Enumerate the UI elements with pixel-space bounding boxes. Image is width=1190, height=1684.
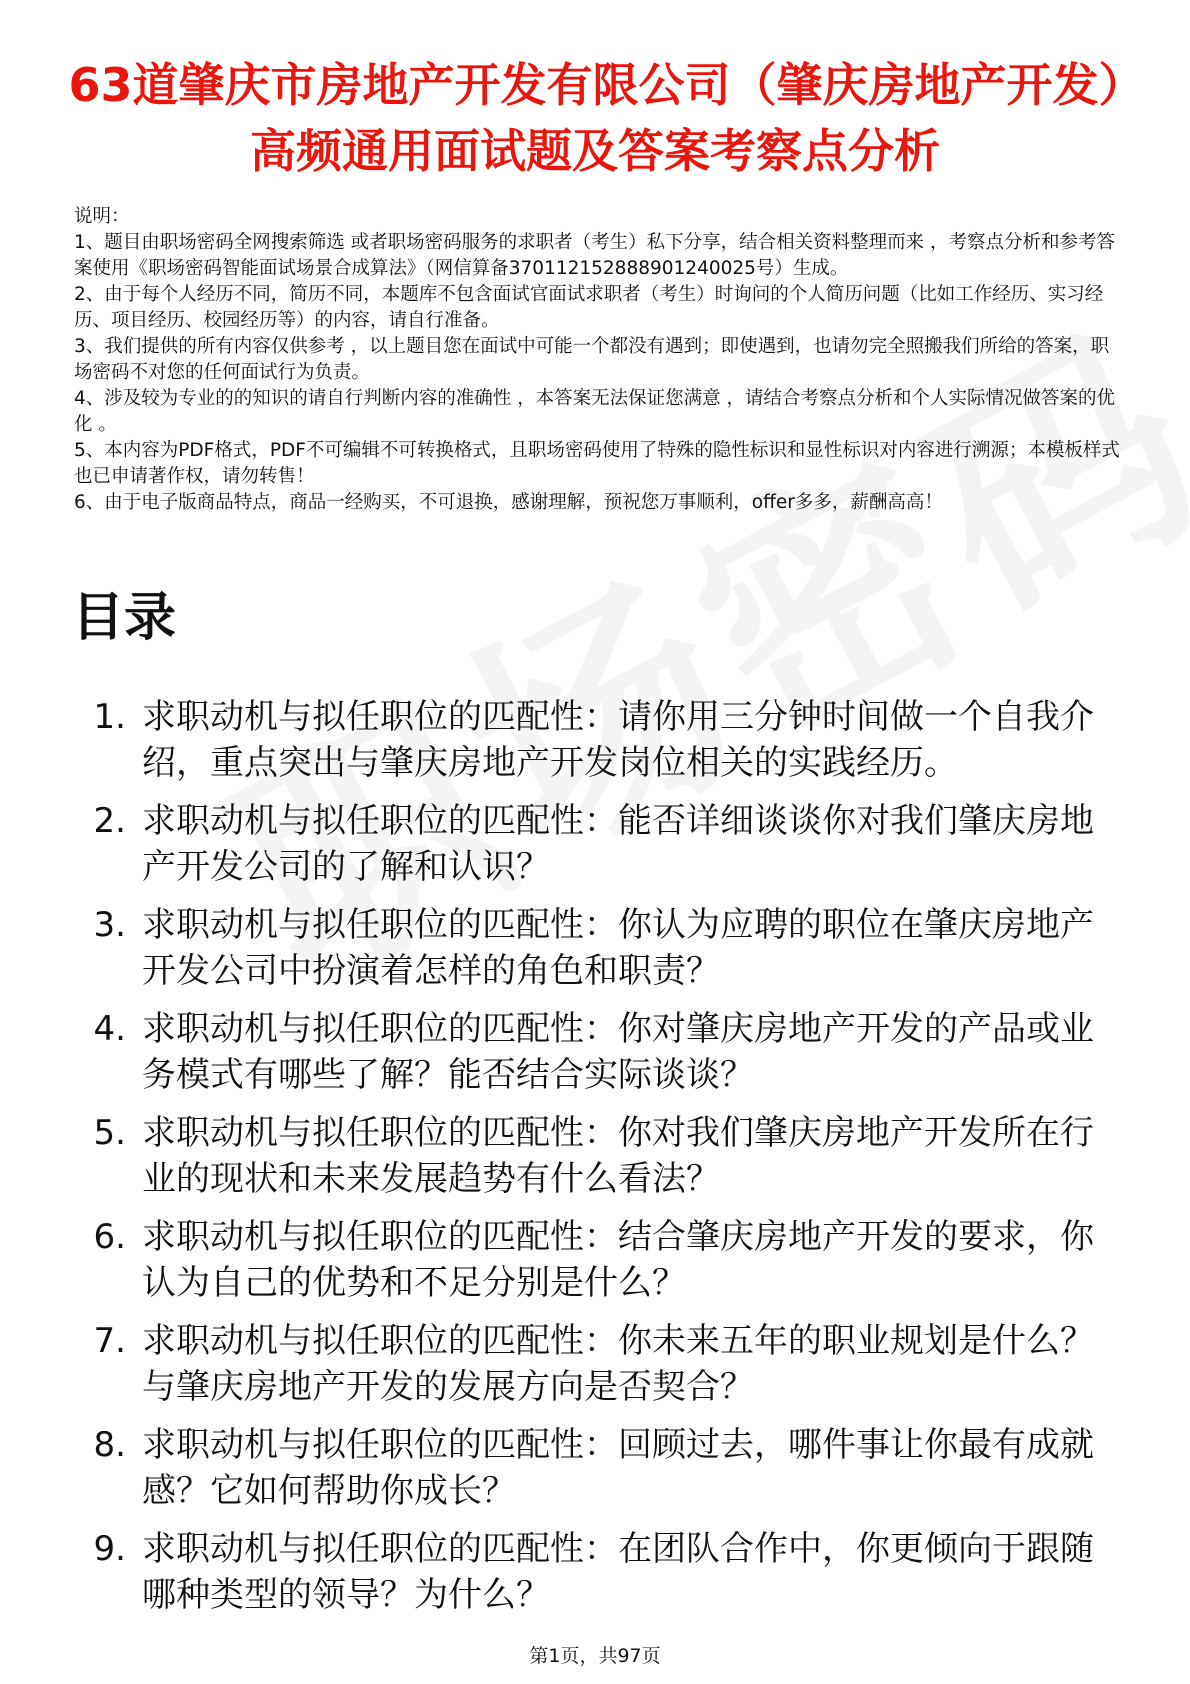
toc-item-number: 8. [93, 1425, 126, 1465]
toc-item-number: 6. [93, 1217, 126, 1257]
toc-item-text: 求职动机与拟任职位的匹配性：你未来五年的职业规划是什么？与肇庆房地产开发的发展方向是否契合？ [142, 1321, 1094, 1407]
note-item-1: 1、题目由职场密码全网搜索筛选 或者职场密码服务的求职者（考生）私下分享，结合相关资料整理而来 ，考察点分析和参考答案使用《职场密码智能面试场景合成算法》（网信算备370112152888901240025号）生成。 [74, 232, 1116, 279]
toc-item-text: 求职动机与拟任职位的匹配性：在团队合作中，你更倾向于跟随哪种类型的领导？为什么？ [142, 1529, 1094, 1615]
toc-item-text: 求职动机与拟任职位的匹配性：你对我们肇庆房地产开发所在行业的现状和未来发展趋势有什么看法？ [142, 1113, 1094, 1199]
note-item-4: 4、涉及较为专业的的知识的请自行判断内容的准确性 ，本答案无法保证您满意 ，请结合考察点分析和个人实际情况做答案的优化 。 [74, 388, 1116, 435]
toc-item-number: 3. [93, 905, 126, 945]
toc-item[interactable] [72, 1526, 1117, 1630]
table-of-contents [72, 694, 1117, 1630]
toc-item[interactable] [72, 1214, 1117, 1318]
note-item-6: 6、由于电子版商品特点，商品一经购买，不可退换，感谢理解，预祝您万事顺利，offer多多，薪酬高高！ [74, 492, 943, 513]
toc-item-number: 7. [93, 1321, 126, 1361]
note-item-3: 3、我们提供的所有内容仅供参考 ，以上题目您在面试中可能一个都没有遇到；即使遇到，也请勿完全照搬我们所给的答案，职场密码不对您的任何面试行为负责。 [74, 336, 1110, 383]
toc-item[interactable] [72, 1110, 1117, 1214]
page-footer: 第1页，共97页 [529, 1645, 661, 1667]
toc-item[interactable] [72, 694, 1117, 798]
toc-item[interactable] [72, 1422, 1117, 1526]
toc-item[interactable] [72, 798, 1117, 902]
document-title: 63道肇庆市房地产开发有限公司（肇庆房地产开发）高频通用面试题及答案考察点分析 [68, 58, 1122, 178]
toc-item-text: 求职动机与拟任职位的匹配性：你认为应聘的职位在肇庆房地产开发公司中扮演着怎样的角色和职责？ [142, 905, 1094, 991]
toc-item-number: 5. [93, 1113, 126, 1153]
toc-item[interactable] [72, 1318, 1117, 1422]
toc-item-number: 9. [93, 1529, 126, 1569]
toc-item-text: 求职动机与拟任职位的匹配性：回顾过去，哪件事让你最有成就感？它如何帮助你成长？ [142, 1425, 1094, 1511]
toc-item-text: 求职动机与拟任职位的匹配性：你对肇庆房地产开发的产品或业务模式有哪些了解？能否结合实际谈谈？ [142, 1009, 1094, 1095]
toc-item-text: 求职动机与拟任职位的匹配性：请你用三分钟时间做一个自我介绍，重点突出与肇庆房地产开发岗位相关的实践经历。 [142, 697, 1094, 783]
toc-item-number: 1. [93, 697, 126, 737]
toc-item-number: 4. [93, 1009, 126, 1049]
notes-section [74, 204, 1124, 516]
toc-item-text: 求职动机与拟任职位的匹配性：结合肇庆房地产开发的要求，你认为自己的优势和不足分别是什么？ [142, 1217, 1094, 1303]
toc-item-text: 求职动机与拟任职位的匹配性：能否详细谈谈你对我们肇庆房地产开发公司的了解和认识？ [142, 801, 1094, 887]
note-item-2: 2、由于每个人经历不同，简历不同，本题库不包含面试官面试求职者（考生）时询问的个人简历问题（比如工作经历、实习经历、项目经历、校园经历等）的内容，请自行准备。 [74, 284, 1104, 331]
note-item-5: 5、本内容为PDF格式，PDF不可编辑不可转换格式，且职场密码使用了特殊的隐性标识和显性标识对内容进行溯源；本模板样式也已申请著作权，请勿转售！ [74, 440, 1120, 487]
toc-item-number: 2. [93, 801, 126, 841]
notes-heading: 说明： [74, 206, 130, 227]
toc-heading: 目录 [72, 588, 177, 648]
toc-item[interactable] [72, 1006, 1117, 1110]
toc-item[interactable] [72, 902, 1117, 1006]
